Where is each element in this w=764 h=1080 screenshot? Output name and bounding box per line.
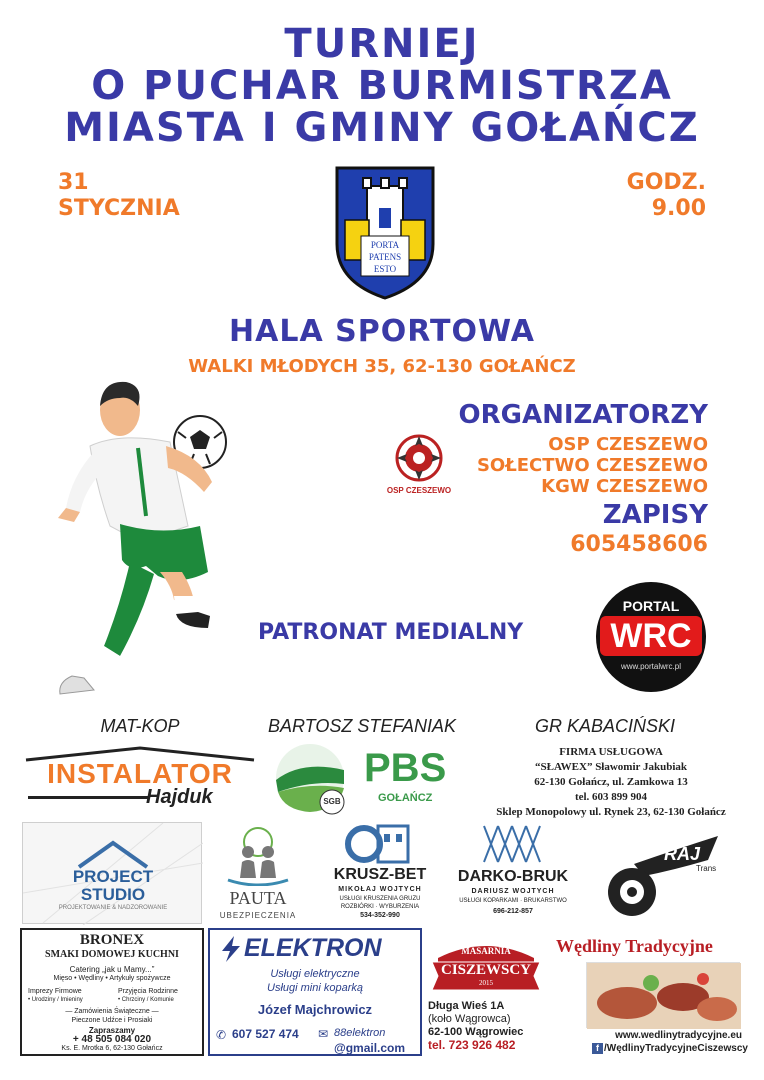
pbs-badge: SGB xyxy=(323,797,341,806)
sponsor-name-kabacinski: GR KABACIŃSKI xyxy=(534,716,676,736)
sponsor-name-matkop: MAT-KOP xyxy=(100,716,180,736)
slawex-line: tel. 603 899 904 xyxy=(574,791,648,803)
town-crest xyxy=(333,164,437,302)
pauta-sub: UBEZPIECZENIA xyxy=(219,911,297,920)
lightning-icon xyxy=(216,934,246,964)
slawex-line: “SŁAWEX” Sławomir Jakubiak xyxy=(534,761,687,773)
kruszbet-phone: 534-352-990 xyxy=(360,912,400,919)
elektron-line2: Usługi mini koparką xyxy=(267,982,363,994)
date-month: STYCZNIA xyxy=(58,196,180,221)
title-line-1: TURNIEJ xyxy=(284,21,480,67)
elektron-line1: Usługi elektryczne xyxy=(270,968,360,980)
signup-phone: 605458606 xyxy=(570,532,708,557)
masarnia-addr3: 62-100 Wągrowiec xyxy=(428,1026,524,1038)
masarnia-top: MASARNIA xyxy=(461,946,511,956)
pauta-logo xyxy=(218,822,298,924)
bronex-name: BRONEX xyxy=(79,932,145,948)
pbs-sub: GOŁAŃCZ xyxy=(378,792,433,804)
slawex-line: Sklep Monopolowy ul. Rynek 23, 62-130 Gołańcz xyxy=(496,806,726,818)
wedliny-fb: /WędlinyTradycyjneCiszewscy xyxy=(604,1043,748,1054)
raj-name: RAJ xyxy=(664,844,701,864)
kruszbet-line1: USŁUGI KRUSZENIA GRUZU xyxy=(339,896,421,902)
title-line-2: O PUCHAR BURMISTRZA xyxy=(91,63,673,109)
pbs-logo xyxy=(272,740,462,816)
crest-text-2: PATENS xyxy=(368,252,402,262)
project-studio-logo xyxy=(22,822,202,924)
organizer-item: SOŁECTWO CZESZEWO xyxy=(476,455,708,476)
organizer-item: KGW CZESZEWO xyxy=(541,476,708,497)
kruszbet-logo xyxy=(318,822,442,924)
wedliny-photo xyxy=(586,962,740,1028)
kruszbet-name: KRUSZ-BET xyxy=(333,866,427,883)
bronex-sub: SMAKI DOMOWEJ KUCHNI xyxy=(45,949,179,960)
instalator-plug-icon xyxy=(28,796,148,799)
bronex-right-item: • Chrzciny / Komunie xyxy=(118,997,174,1003)
elektron-box xyxy=(208,928,422,1056)
venue-address: WALKI MŁODYCH 35, 62-130 GOŁAŃCZ xyxy=(188,356,576,377)
crest-text-3: ESTO xyxy=(373,264,397,274)
wedliny-title: Wędliny Tradycyjne xyxy=(556,936,713,956)
instalator-sub: Hajduk xyxy=(146,786,213,808)
bronex-xmas: — Zamówienia Świąteczne — xyxy=(65,1008,159,1015)
wrc-logo-main: WRC xyxy=(600,616,702,656)
masarnia-name: CISZEWSCY xyxy=(440,962,532,978)
elektron-name: ELEKTRON xyxy=(244,934,382,962)
bronex-address: Ks. E. Mrotka 6, 62-130 Gołańcz xyxy=(61,1045,163,1052)
masarnia-year: 2015 xyxy=(479,979,493,987)
wrc-logo-top: PORTAL xyxy=(622,598,680,614)
masarnia-addr2: (koło Wągrowca) xyxy=(428,1013,511,1025)
darkobruk-line1: USŁUGI KOPARKAMI · BRUKARSTWO xyxy=(459,898,567,904)
elektron-email2: @gmail.com xyxy=(334,1041,406,1055)
date-day: 31 xyxy=(58,170,89,195)
phone-icon: ✆ xyxy=(216,1028,227,1042)
project-studio-sub: PROJEKTOWANIE & NADZOROWANIE xyxy=(58,905,168,911)
crest-text-1: PORTA xyxy=(370,240,400,250)
organizer-item: OSP CZESZEWO xyxy=(548,434,708,455)
facebook-icon: f xyxy=(592,1043,603,1054)
masarnia-addr1: Długa Wieś 1A xyxy=(428,1000,505,1012)
kruszbet-line2: ROZBIÓRKI · WYBURZENIA xyxy=(340,904,420,910)
darkobruk-phone: 696-212-857 xyxy=(493,908,533,915)
raj-sub: Trans xyxy=(696,864,717,873)
masarnia-logo xyxy=(428,938,544,990)
sponsor-name-stefaniak: BARTOSZ STEFANIAK xyxy=(267,716,457,736)
bronex-left-head: Imprezy Firmowe xyxy=(28,988,82,995)
organizers-heading: ORGANIZATORZY xyxy=(458,400,708,430)
bronex-invite: Zapraszamy xyxy=(88,1026,136,1035)
project-studio-line2: STUDIO xyxy=(80,885,146,904)
wrc-logo-url: www.portalwrc.pl xyxy=(620,662,681,671)
bronex-phone: + 48 505 084 020 xyxy=(72,1034,152,1045)
pauta-name: PAUTA xyxy=(229,888,287,908)
elektron-owner: Józef Majchrowicz xyxy=(257,1002,373,1017)
wrc-logo xyxy=(596,582,706,692)
raj-trans-logo xyxy=(604,830,724,920)
bronex-catering: Catering „jak u Mamy...” xyxy=(69,965,155,974)
osp-logo-label: OSP CZESZEWO xyxy=(386,486,452,495)
darkobruk-name: DARKO-BRUK xyxy=(457,868,569,885)
signup-heading: ZAPISY xyxy=(602,500,708,530)
masarnia-phone: tel. 723 926 482 xyxy=(428,1038,516,1052)
time-label: GODZ. xyxy=(626,170,706,195)
football-player-illustration xyxy=(50,376,240,702)
osp-logo xyxy=(386,432,452,504)
venue-name: HALA SPORTOWA xyxy=(229,314,535,349)
bronex-xmas-sub: Pieczone Udźce i Prosiaki xyxy=(71,1017,153,1024)
bronex-left-item: • Urodziny / Imieniny xyxy=(28,997,83,1003)
bronex-right-head: Przyjęcia Rodzinne xyxy=(118,988,178,995)
bronex-box xyxy=(20,928,204,1056)
elektron-email1: 88elektron xyxy=(334,1027,386,1039)
darkobruk-owner: DARIUSZ WOJTYCH xyxy=(471,888,555,895)
instalator-logo xyxy=(22,744,258,814)
wedliny-url: www.wedlinytradycyjne.eu xyxy=(615,1030,742,1041)
bronex-products: Mięso • Wędliny • Artykuły spożywcze xyxy=(53,975,171,982)
time-value: 9.00 xyxy=(651,196,706,221)
slawex-line: FIRMA USŁUGOWA xyxy=(559,746,663,758)
kruszbet-owner: MIKOŁAJ WOJTYCH xyxy=(338,886,422,893)
darkobruk-logo xyxy=(448,822,578,924)
title-line-3: MIASTA I GMINY GOŁAŃCZ xyxy=(64,105,700,151)
instalator-main: INSTALATOR xyxy=(47,758,233,789)
mail-icon: ✉ xyxy=(318,1027,329,1041)
media-patron-label: PATRONAT MEDIALNY xyxy=(258,620,524,645)
elektron-phone: 607 527 474 xyxy=(232,1027,299,1041)
pbs-main: PBS xyxy=(364,746,447,790)
slawex-line: 62-130 Gołańcz, ul. Zamkowa 13 xyxy=(534,776,688,788)
project-studio-line1: PROJECT xyxy=(72,867,154,886)
